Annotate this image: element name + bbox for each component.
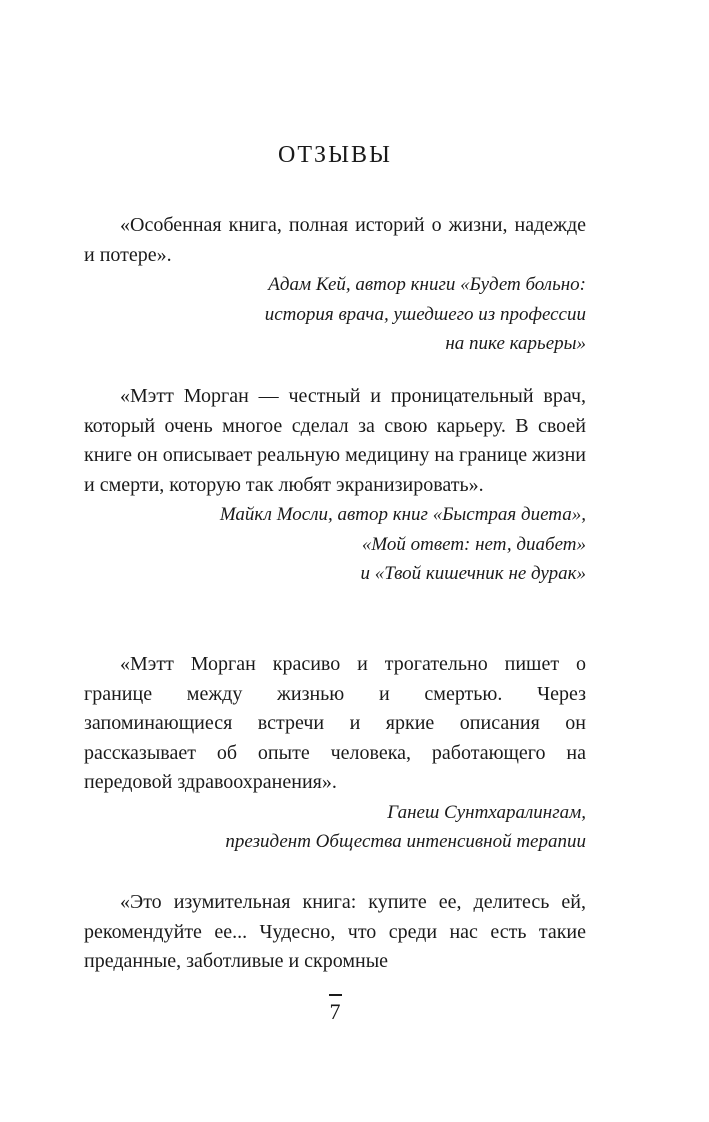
review-quote: «Это изумительная книга: купите ее, делитесь ей, рекомендуйте ее... Чудесно, что среди нас есть такие преданные, заботливые и скромные [84, 891, 586, 972]
page-heading: ОТЗЫВЫ [278, 142, 392, 168]
review [84, 888, 586, 977]
page-footer [84, 994, 586, 1024]
attribution-line: история врача, ушедшего из профессии [264, 303, 586, 325]
review-quote: «Мэтт Морган — честный и проницательный врач, который очень многое сделал за свою карьеру. В своей книге он описывает реальную медицину на границе жизни и смерти, которую так любят экранизировать». [84, 385, 586, 496]
review-attribution [84, 500, 586, 589]
attribution-line: президент Общества интенсивной терапии [225, 831, 586, 852]
attribution-line: на пике карьеры» [445, 333, 586, 354]
review [84, 382, 586, 589]
attribution-line: и «Твой кишечник не дурак» [360, 563, 586, 584]
review-attribution [84, 798, 586, 857]
page-number-rule [329, 994, 342, 996]
page-number: 7 [329, 999, 341, 1024]
review [84, 211, 586, 359]
attribution-line: Адам Кей, автор книги «Будет больно: [268, 274, 586, 295]
attribution-line: Ганеш Сунтхаралингам, [387, 801, 586, 823]
review-quote: «Особенная книга, полная историй о жизни, надежде и потере». [84, 214, 586, 266]
review [84, 650, 586, 857]
attribution-line: «Мой ответ: нет, диабет» [361, 533, 586, 555]
attribution-line: Майкл Мосли, автор книг «Быстрая диета», [219, 504, 586, 525]
review-quote: «Мэтт Морган красиво и трогательно пишет о границе между жизнью и смертью. Через запоминающиеся встречи и яркие описания он рассказывает об опыте человека, работающего на передовой здравоохранения». [84, 653, 586, 793]
review-attribution [84, 270, 586, 359]
